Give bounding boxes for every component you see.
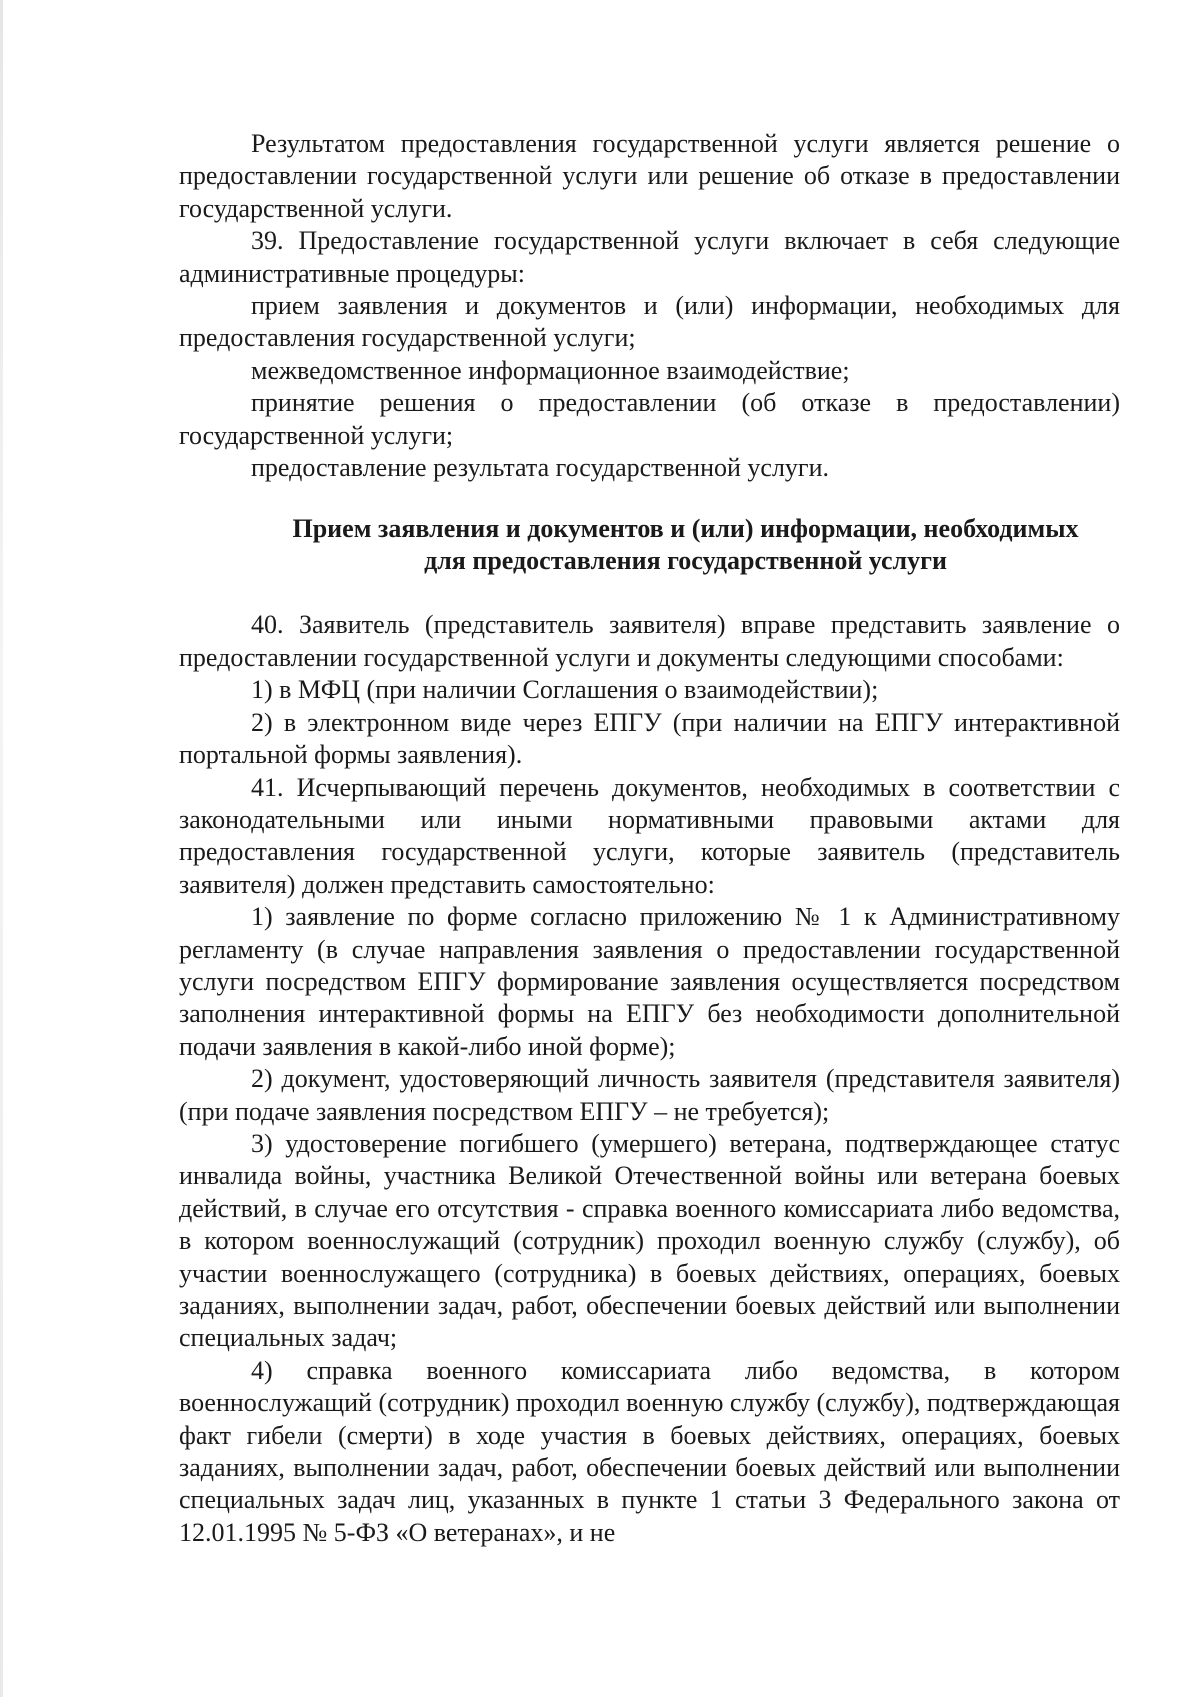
paragraph-result: Результатом предоставления государственной услуги является решение о предоставлении государственной услуги или решение об отказе в предоставлении государственной услуги. <box>179 129 1120 223</box>
document-page <box>179 128 1120 1549</box>
list-item-41-2: 2) документ, удостоверяющий личность заявителя (представителя заявителя) (при подаче заявления посредством ЕПГУ – не требуется); <box>179 1064 1120 1126</box>
list-item-procedure-4: предоставление результата государственной услуги. <box>251 453 830 483</box>
list-item-41-4: 4) справка военного комиссариата либо ведомства, в котором военнослужащий (сотрудник) проходил военную службу (службу), подтверждающая факт гибели (смерти) в ходе участия в боевых действиях, операциях, боевых заданиях, выполнении задач, работ, обеспечении боевых действий или выполнении специальных задач лиц, указанных в пункте 1 статьи 3 Федерального закона от 12.01.1995 № 5-ФЗ «О ветеранах», и не <box>179 1355 1120 1547</box>
paragraph-39: 39. Предоставление государственной услуги включает в себя следующие административные процедуры: <box>179 226 1120 288</box>
section-heading-line-1: Прием заявления и документов и (или) информации, необходимых <box>292 514 1079 544</box>
list-item-40-1: 1) в МФЦ (при наличии Соглашения о взаимодействии); <box>251 675 879 705</box>
paragraph-41: 41. Исчерпывающий перечень документов, необходимых в соответствии с законодательными или иными нормативными правовыми актами для предоставления государственной услуги, которые заявитель (представитель заявителя) должен представить самостоятельно: <box>179 772 1120 899</box>
list-item-procedure-1: прием заявления и документов и (или) информации, необходимых для предоставления государственной услуги; <box>179 291 1120 353</box>
section-heading-line-2: для предоставления государственной услуги <box>424 546 947 576</box>
list-item-41-3: 3) удостоверение погибшего (умершего) ветерана, подтверждающее статус инвалида войны, участника Великой Отечественной войны или ветерана боевых действий, в случае его отсутствия - справка военного комиссариата либо ведомства, в котором военнослужащий (сотрудник) проходил военную службу (службу), об участии военнослужащего (сотрудника) в боевых действиях, операциях, боевых заданиях, выполнении задач, работ, обеспечении боевых действий или выполнении специальных задач; <box>179 1128 1120 1353</box>
list-item-40-2: 2) в электронном виде через ЕПГУ (при наличии на ЕПГУ интерактивной портальной формы заявления). <box>179 707 1120 770</box>
list-item-41-1: 1) заявление по форме согласно приложению № 1 к Административному регламенту (в случае направления заявления о предоставлении государственной услуги посредством ЕПГУ формирование заявления осуществляется посредством заполнения интерактивной формы на ЕПГУ без необходимости дополнительной подачи заявления в какой-либо иной форме); <box>179 902 1120 1061</box>
list-item-procedure-3: принятие решения о предоставлении (об отказе в предоставлении) государственной услуги; <box>179 388 1120 450</box>
list-item-procedure-2: межведомственное информационное взаимодействие; <box>251 355 850 385</box>
scan-edge <box>0 0 3 1697</box>
section-heading <box>179 513 1120 577</box>
paragraph-40: 40. Заявитель (представитель заявителя) вправе представить заявление о предоставлении государственной услуги и документы следующими способами: <box>179 610 1120 672</box>
